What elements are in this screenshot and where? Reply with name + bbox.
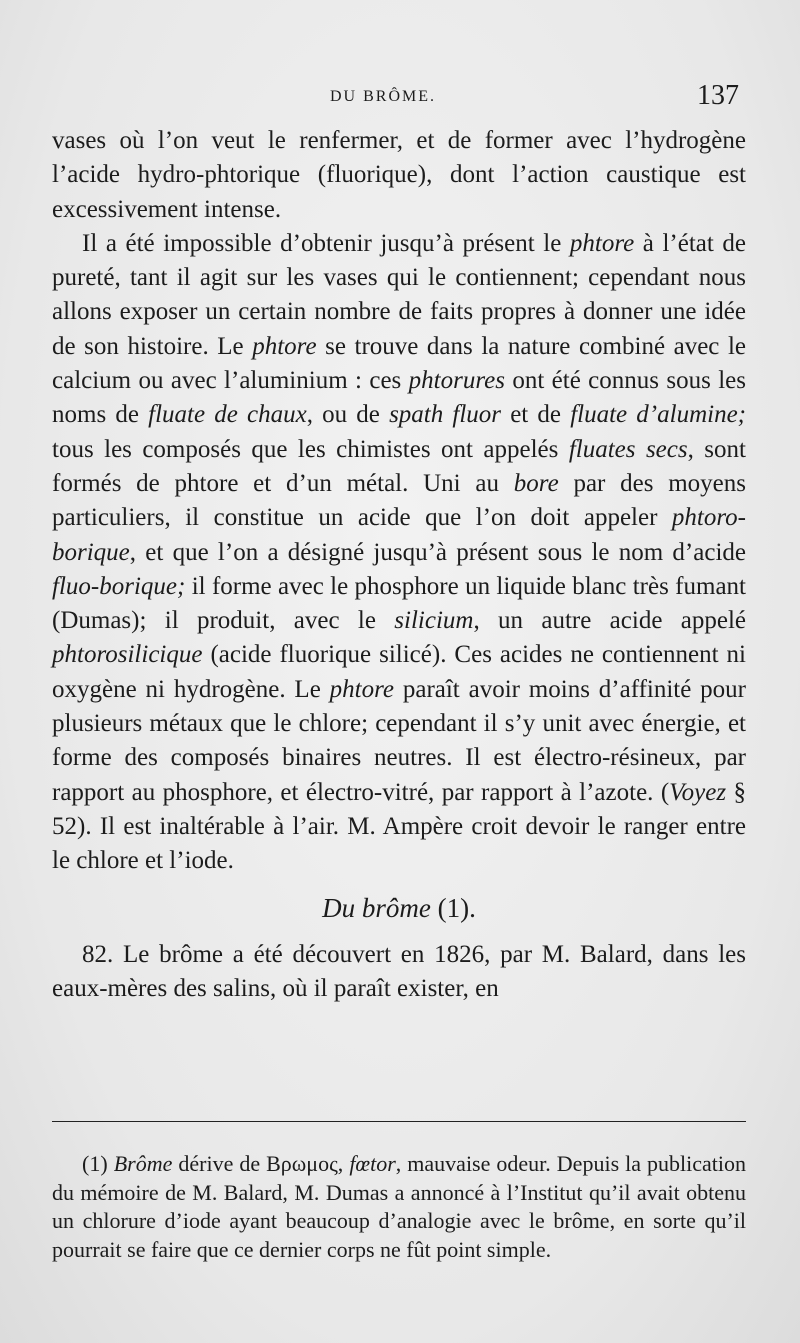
- italic-term: phtoro-borique: [52, 504, 746, 566]
- italic-term: fœtor: [349, 1151, 396, 1176]
- text-run: ont été connus sous les noms de: [52, 367, 746, 429]
- paragraph-text: vases où l’on veut le renfermer, et de former avec l’hydrogène l’acide hydro-phtorique (fluorique), dont l’action caustique est excessivement intense.: [52, 127, 746, 223]
- text-run: par des moyens particuliers, il constitue un acide que l’on doit appeler: [52, 469, 746, 532]
- text-run: § 52). Il est inaltérable à l’air. M. Ampère croit devoir le ranger entre le chlore et l’iode.: [52, 778, 746, 875]
- italic-term: phtore: [252, 332, 317, 360]
- body-text: [52, 124, 746, 1006]
- paragraph-phtore: [52, 227, 746, 879]
- paragraph-brome: [52, 938, 746, 1007]
- footnote-paragraph: [52, 1150, 746, 1264]
- footnote-marker: (1): [82, 1151, 114, 1176]
- italic-term: phtore: [569, 229, 635, 257]
- text-run: et de: [501, 401, 571, 429]
- text-run: , ou de: [306, 401, 390, 429]
- text-run: tous les composés que les chimistes ont appelés: [52, 435, 569, 463]
- text-run: (acide fluorique silicé). Ces acides ne contiennent ni oxygène ni hydrogène. Le: [52, 641, 746, 703]
- footnote-reference: (1).: [430, 892, 476, 923]
- text-run: Il a été impossible d’obtenir jusqu’à présent le: [82, 229, 570, 257]
- italic-term: fluo-borique;: [52, 572, 186, 600]
- paragraph-text: 82. Le brôme a été découvert en 1826, par M. Balard, dans les eaux-mères des salins, où il paraît exister, en: [52, 940, 746, 1003]
- section-heading: [52, 891, 746, 925]
- italic-term: Voyez: [669, 778, 727, 806]
- text-run: , et que l’on a désigné jusqu’à présent sous le nom d’acide: [129, 538, 746, 566]
- italic-term: spath fluor: [389, 401, 502, 429]
- italic-term: fluate de chaux: [148, 401, 307, 429]
- page-header: [0, 80, 800, 114]
- section-title: Du brôme: [322, 892, 431, 923]
- running-head: DU BRÔME.: [330, 88, 437, 105]
- paragraph-continuation: [52, 124, 746, 227]
- italic-term: bore: [513, 469, 559, 497]
- italic-term: phtore: [329, 675, 394, 703]
- italic-term: Brôme: [113, 1151, 173, 1176]
- text-run: dérive de Βρωμος,: [172, 1151, 350, 1176]
- text-run: , un autre acide appelé: [473, 607, 746, 635]
- italic-term: silicium: [394, 607, 474, 635]
- footnote: [52, 1150, 746, 1264]
- footnote-divider: [52, 1121, 746, 1122]
- italic-term: phtorures: [408, 367, 505, 395]
- text-run: il forme avec le phosphore un liquide blanc très fumant (Dumas); il produit, avec le: [52, 572, 746, 635]
- text-run: , sont formés de phtore et d’un métal. Uni au: [52, 435, 746, 497]
- text-run: , mauvaise odeur. Depuis la publication du mémoire de M. Balard, M. Dumas a annoncé à l’Institut qu’il avait obtenu un chlorure d’iode ayant beaucoup d’analogie avec le brôme, en sorte qu’il pourrait se faire que ce dernier corps ne fût point simple.: [52, 1151, 747, 1262]
- text-run: à l’état de pureté, tant il agit sur les vases qui le contiennent; cependant nous allons exposer un certain nombre de faits propres à donner une idée de son histoire. Le: [52, 229, 746, 360]
- text-run: paraît avoir moins d’affinité pour plusieurs métaux que le chlore; cependant il s’y unit avec énergie, et forme des composés binaires neutres. Il est électro-résineux, par rapport au phosphore, et électro-vitré, par rapport à l’azote. (: [52, 675, 746, 806]
- text-run: se trouve dans la nature combiné avec le calcium ou avec l’aluminium : ces: [52, 332, 747, 395]
- italic-term: phtorosilicique: [52, 641, 203, 669]
- page-number: 137: [697, 80, 739, 111]
- italic-term: fluate d’alumine;: [570, 401, 746, 429]
- italic-term: fluates secs: [568, 435, 688, 463]
